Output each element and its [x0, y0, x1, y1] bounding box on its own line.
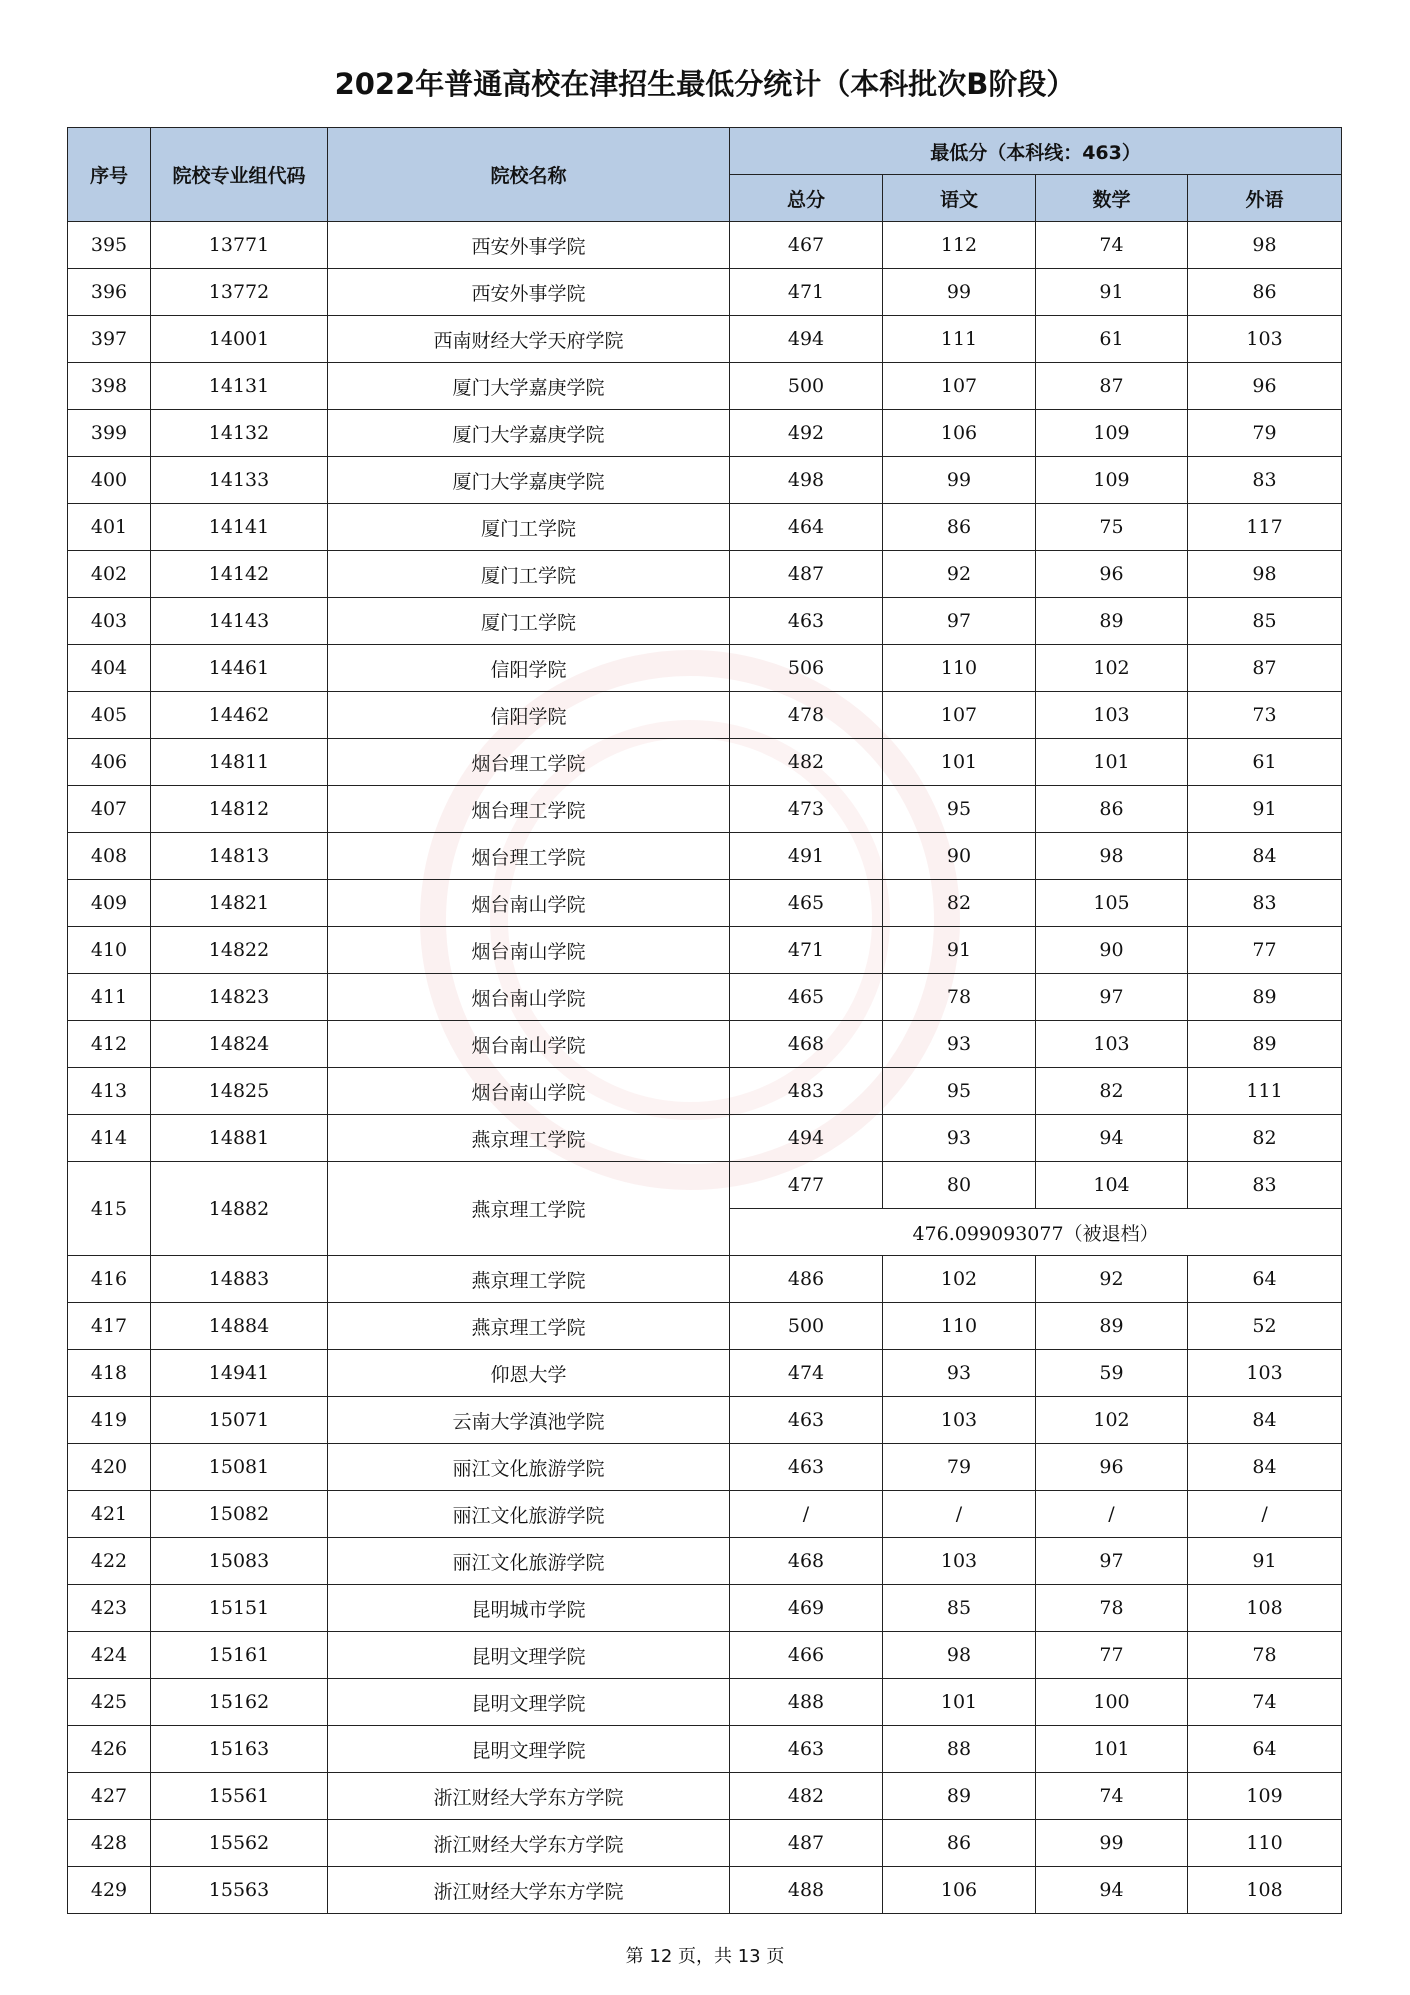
cell-chinese: 88: [883, 1726, 1036, 1773]
cell-seq: 419: [68, 1397, 151, 1444]
cell-code: 14884: [151, 1303, 328, 1350]
cell-foreign: 110: [1188, 1820, 1342, 1867]
cell-total: 492: [730, 410, 883, 457]
table-row: [68, 1867, 1342, 1914]
cell-foreign: 64: [1188, 1726, 1342, 1773]
cell-code: 14881: [151, 1115, 328, 1162]
cell-math: 98: [1036, 833, 1188, 880]
cell-total: /: [730, 1491, 883, 1538]
cell-code: 15563: [151, 1867, 328, 1914]
cell-foreign: 83: [1188, 457, 1342, 504]
cell-foreign: 108: [1188, 1585, 1342, 1632]
table-row: [68, 410, 1342, 457]
cell-foreign: 82: [1188, 1115, 1342, 1162]
cell-total: 494: [730, 1115, 883, 1162]
cell-chinese: 89: [883, 1773, 1036, 1820]
cell-foreign: 77: [1188, 927, 1342, 974]
cell-name: 燕京理工学院: [328, 1303, 730, 1350]
cell-code: 14131: [151, 363, 328, 410]
cell-total: 463: [730, 1444, 883, 1491]
cell-seq: 422: [68, 1538, 151, 1585]
cell-code: 14825: [151, 1068, 328, 1115]
table-row: [68, 1773, 1342, 1820]
cell-foreign: 86: [1188, 269, 1342, 316]
cell-chinese: 106: [883, 1867, 1036, 1914]
cell-math: 74: [1036, 222, 1188, 269]
cell-code: 15083: [151, 1538, 328, 1585]
header-code: 院校专业组代码: [151, 128, 328, 222]
header-chinese: 语文: [883, 175, 1036, 222]
cell-foreign: 83: [1188, 1162, 1342, 1209]
cell-seq: 421: [68, 1491, 151, 1538]
cell-total: 487: [730, 1820, 883, 1867]
cell-name: 浙江财经大学东方学院: [328, 1773, 730, 1820]
cell-seq: 420: [68, 1444, 151, 1491]
cell-code: 14824: [151, 1021, 328, 1068]
cell-code: 14882: [151, 1162, 328, 1256]
cell-math: 102: [1036, 1397, 1188, 1444]
cell-note: 476.099093077（被退档）: [730, 1209, 1342, 1256]
cell-name: 仰恩大学: [328, 1350, 730, 1397]
cell-foreign: 79: [1188, 410, 1342, 457]
cell-math: 94: [1036, 1867, 1188, 1914]
cell-name: 厦门工学院: [328, 551, 730, 598]
cell-math: 109: [1036, 457, 1188, 504]
cell-chinese: 92: [883, 551, 1036, 598]
cell-total: 498: [730, 457, 883, 504]
cell-math: 101: [1036, 1726, 1188, 1773]
cell-total: 487: [730, 551, 883, 598]
cell-math: 89: [1036, 1303, 1188, 1350]
cell-total: 463: [730, 1726, 883, 1773]
cell-math: 90: [1036, 927, 1188, 974]
header-name: 院校名称: [328, 128, 730, 222]
cell-total: 500: [730, 1303, 883, 1350]
cell-code: 13771: [151, 222, 328, 269]
cell-math: 89: [1036, 598, 1188, 645]
cell-total: 494: [730, 316, 883, 363]
cell-code: 15151: [151, 1585, 328, 1632]
cell-seq: 414: [68, 1115, 151, 1162]
table-row: [68, 974, 1342, 1021]
cell-name: 烟台南山学院: [328, 927, 730, 974]
cell-code: 15071: [151, 1397, 328, 1444]
cell-total: 473: [730, 786, 883, 833]
cell-seq: 428: [68, 1820, 151, 1867]
cell-total: 506: [730, 645, 883, 692]
table-row: [68, 269, 1342, 316]
cell-chinese: 102: [883, 1256, 1036, 1303]
cell-total: 488: [730, 1679, 883, 1726]
cell-foreign: 52: [1188, 1303, 1342, 1350]
table-row: [68, 1491, 1342, 1538]
page-title: 2022年普通高校在津招生最低分统计（本科批次B阶段）: [334, 67, 1076, 101]
cell-math: 97: [1036, 974, 1188, 1021]
cell-name: 浙江财经大学东方学院: [328, 1867, 730, 1914]
cell-chinese: 95: [883, 1068, 1036, 1115]
cell-code: 14811: [151, 739, 328, 786]
cell-chinese: 106: [883, 410, 1036, 457]
cell-foreign: 96: [1188, 363, 1342, 410]
table-row: [68, 927, 1342, 974]
cell-seq: 415: [68, 1162, 151, 1256]
cell-chinese: 112: [883, 222, 1036, 269]
cell-math: 78: [1036, 1585, 1188, 1632]
cell-math: 75: [1036, 504, 1188, 551]
cell-foreign: 108: [1188, 1867, 1342, 1914]
cell-name: 浙江财经大学东方学院: [328, 1820, 730, 1867]
cell-name: 云南大学滇池学院: [328, 1397, 730, 1444]
cell-code: 14941: [151, 1350, 328, 1397]
cell-name: 燕京理工学院: [328, 1115, 730, 1162]
cell-total: 465: [730, 974, 883, 1021]
cell-total: 482: [730, 739, 883, 786]
cell-code: 15161: [151, 1632, 328, 1679]
cell-seq: 426: [68, 1726, 151, 1773]
cell-math: 103: [1036, 1021, 1188, 1068]
cell-math: 101: [1036, 739, 1188, 786]
table-row: [68, 551, 1342, 598]
cell-math: 109: [1036, 410, 1188, 457]
table-row: [68, 363, 1342, 410]
cell-math: 86: [1036, 786, 1188, 833]
table-row: [68, 1068, 1342, 1115]
cell-chinese: 86: [883, 1820, 1036, 1867]
cell-math: 104: [1036, 1162, 1188, 1209]
cell-seq: 404: [68, 645, 151, 692]
cell-name: 烟台南山学院: [328, 1021, 730, 1068]
cell-foreign: 91: [1188, 1538, 1342, 1585]
header-min-score: 最低分（本科线：463）: [730, 128, 1342, 175]
cell-total: 482: [730, 1773, 883, 1820]
cell-seq: 396: [68, 269, 151, 316]
cell-seq: 405: [68, 692, 151, 739]
cell-chinese: 99: [883, 269, 1036, 316]
cell-foreign: 98: [1188, 222, 1342, 269]
cell-code: 14133: [151, 457, 328, 504]
cell-code: 14822: [151, 927, 328, 974]
table-row: [68, 316, 1342, 363]
cell-code: 14821: [151, 880, 328, 927]
cell-name: 燕京理工学院: [328, 1162, 730, 1256]
cell-math: 105: [1036, 880, 1188, 927]
cell-name: 信阳学院: [328, 692, 730, 739]
cell-seq: 413: [68, 1068, 151, 1115]
cell-total: 488: [730, 1867, 883, 1914]
cell-foreign: 103: [1188, 1350, 1342, 1397]
cell-name: 昆明文理学院: [328, 1632, 730, 1679]
cell-chinese: 101: [883, 739, 1036, 786]
cell-total: 477: [730, 1162, 883, 1209]
cell-chinese: 93: [883, 1115, 1036, 1162]
cell-name: 燕京理工学院: [328, 1256, 730, 1303]
cell-chinese: 79: [883, 1444, 1036, 1491]
cell-chinese: 91: [883, 927, 1036, 974]
cell-code: 13772: [151, 269, 328, 316]
header-total: 总分: [730, 175, 883, 222]
cell-foreign: 87: [1188, 645, 1342, 692]
cell-name: 昆明城市学院: [328, 1585, 730, 1632]
cell-foreign: 89: [1188, 974, 1342, 1021]
cell-total: 486: [730, 1256, 883, 1303]
cell-code: 14461: [151, 645, 328, 692]
cell-name: 厦门大学嘉庚学院: [328, 457, 730, 504]
cell-math: 87: [1036, 363, 1188, 410]
cell-chinese: 98: [883, 1632, 1036, 1679]
table-row: [68, 504, 1342, 551]
cell-total: 471: [730, 269, 883, 316]
cell-foreign: 83: [1188, 880, 1342, 927]
cell-code: 14001: [151, 316, 328, 363]
cell-foreign: 89: [1188, 1021, 1342, 1068]
cell-seq: 424: [68, 1632, 151, 1679]
cell-foreign: 84: [1188, 1444, 1342, 1491]
cell-chinese: 97: [883, 598, 1036, 645]
cell-name: 昆明文理学院: [328, 1726, 730, 1773]
cell-code: 14141: [151, 504, 328, 551]
cell-math: 77: [1036, 1632, 1188, 1679]
cell-total: 478: [730, 692, 883, 739]
cell-code: 14812: [151, 786, 328, 833]
table-row: [68, 1397, 1342, 1444]
cell-seq: 408: [68, 833, 151, 880]
cell-name: 烟台理工学院: [328, 786, 730, 833]
cell-name: 厦门大学嘉庚学院: [328, 363, 730, 410]
cell-seq: 397: [68, 316, 151, 363]
cell-code: 15082: [151, 1491, 328, 1538]
cell-math: 74: [1036, 1773, 1188, 1820]
cell-code: 14132: [151, 410, 328, 457]
cell-seq: 417: [68, 1303, 151, 1350]
cell-foreign: 64: [1188, 1256, 1342, 1303]
table-row: [68, 1585, 1342, 1632]
cell-name: 厦门工学院: [328, 504, 730, 551]
table-row: [68, 1538, 1342, 1585]
cell-chinese: 85: [883, 1585, 1036, 1632]
cell-total: 463: [730, 598, 883, 645]
table-row: [68, 1350, 1342, 1397]
cell-chinese: 80: [883, 1162, 1036, 1209]
cell-name: 烟台南山学院: [328, 974, 730, 1021]
cell-code: 14823: [151, 974, 328, 1021]
table-row: [68, 645, 1342, 692]
cell-code: 15561: [151, 1773, 328, 1820]
cell-name: 西安外事学院: [328, 222, 730, 269]
cell-seq: 429: [68, 1867, 151, 1914]
cell-code: 14142: [151, 551, 328, 598]
cell-code: 14143: [151, 598, 328, 645]
table-row: [68, 1115, 1342, 1162]
cell-chinese: 103: [883, 1538, 1036, 1585]
cell-math: 102: [1036, 645, 1188, 692]
table-row: [68, 222, 1342, 269]
cell-chinese: 99: [883, 457, 1036, 504]
cell-total: 471: [730, 927, 883, 974]
cell-chinese: 95: [883, 786, 1036, 833]
cell-chinese: /: [883, 1491, 1036, 1538]
cell-chinese: 86: [883, 504, 1036, 551]
table-row: [68, 880, 1342, 927]
table-row: [68, 1162, 1342, 1209]
cell-foreign: 74: [1188, 1679, 1342, 1726]
cell-foreign: 98: [1188, 551, 1342, 598]
cell-seq: 403: [68, 598, 151, 645]
cell-math: 103: [1036, 692, 1188, 739]
cell-name: 丽江文化旅游学院: [328, 1491, 730, 1538]
cell-foreign: 91: [1188, 786, 1342, 833]
cell-total: 468: [730, 1538, 883, 1585]
cell-foreign: 61: [1188, 739, 1342, 786]
cell-chinese: 90: [883, 833, 1036, 880]
cell-total: 466: [730, 1632, 883, 1679]
table-row: [68, 1444, 1342, 1491]
cell-foreign: 84: [1188, 833, 1342, 880]
cell-seq: 402: [68, 551, 151, 598]
cell-math: 92: [1036, 1256, 1188, 1303]
cell-total: 464: [730, 504, 883, 551]
cell-math: 61: [1036, 316, 1188, 363]
cell-foreign: 111: [1188, 1068, 1342, 1115]
cell-name: 丽江文化旅游学院: [328, 1538, 730, 1585]
cell-seq: 400: [68, 457, 151, 504]
cell-math: 99: [1036, 1820, 1188, 1867]
cell-seq: 407: [68, 786, 151, 833]
cell-chinese: 101: [883, 1679, 1036, 1726]
cell-foreign: 117: [1188, 504, 1342, 551]
table-row: [68, 1256, 1342, 1303]
table-row: [68, 1021, 1342, 1068]
cell-chinese: 110: [883, 1303, 1036, 1350]
table-row: [68, 739, 1342, 786]
header-foreign: 外语: [1188, 175, 1342, 222]
cell-total: 469: [730, 1585, 883, 1632]
cell-name: 烟台理工学院: [328, 739, 730, 786]
cell-total: 465: [730, 880, 883, 927]
cell-foreign: /: [1188, 1491, 1342, 1538]
cell-total: 483: [730, 1068, 883, 1115]
cell-code: 15162: [151, 1679, 328, 1726]
cell-total: 463: [730, 1397, 883, 1444]
table-body: [68, 222, 1342, 1914]
cell-code: 15081: [151, 1444, 328, 1491]
cell-seq: 418: [68, 1350, 151, 1397]
cell-foreign: 73: [1188, 692, 1342, 739]
cell-seq: 406: [68, 739, 151, 786]
cell-math: 96: [1036, 1444, 1188, 1491]
cell-name: 西安外事学院: [328, 269, 730, 316]
cell-seq: 416: [68, 1256, 151, 1303]
score-table: [67, 127, 1342, 1914]
cell-seq: 410: [68, 927, 151, 974]
cell-chinese: 107: [883, 363, 1036, 410]
table-row: [68, 692, 1342, 739]
cell-name: 昆明文理学院: [328, 1679, 730, 1726]
cell-seq: 425: [68, 1679, 151, 1726]
cell-math: 96: [1036, 551, 1188, 598]
cell-seq: 399: [68, 410, 151, 457]
cell-foreign: 103: [1188, 316, 1342, 363]
cell-seq: 398: [68, 363, 151, 410]
table-row: [68, 833, 1342, 880]
table-row: [68, 1820, 1342, 1867]
cell-chinese: 93: [883, 1021, 1036, 1068]
cell-chinese: 107: [883, 692, 1036, 739]
cell-seq: 409: [68, 880, 151, 927]
cell-foreign: 85: [1188, 598, 1342, 645]
cell-chinese: 93: [883, 1350, 1036, 1397]
cell-code: 14813: [151, 833, 328, 880]
cell-seq: 401: [68, 504, 151, 551]
cell-foreign: 84: [1188, 1397, 1342, 1444]
cell-chinese: 78: [883, 974, 1036, 1021]
cell-chinese: 110: [883, 645, 1036, 692]
cell-name: 烟台理工学院: [328, 833, 730, 880]
cell-math: 59: [1036, 1350, 1188, 1397]
cell-math: 100: [1036, 1679, 1188, 1726]
cell-name: 厦门工学院: [328, 598, 730, 645]
cell-name: 西南财经大学天府学院: [328, 316, 730, 363]
cell-math: 91: [1036, 269, 1188, 316]
table-row: [68, 457, 1342, 504]
cell-math: 94: [1036, 1115, 1188, 1162]
table-row: [68, 598, 1342, 645]
cell-code: 15562: [151, 1820, 328, 1867]
cell-name: 信阳学院: [328, 645, 730, 692]
table-row: [68, 1679, 1342, 1726]
cell-math: 97: [1036, 1538, 1188, 1585]
cell-seq: 395: [68, 222, 151, 269]
cell-name: 厦门大学嘉庚学院: [328, 410, 730, 457]
header-seq: 序号: [68, 128, 151, 222]
cell-total: 468: [730, 1021, 883, 1068]
cell-total: 500: [730, 363, 883, 410]
cell-chinese: 82: [883, 880, 1036, 927]
table-row: [68, 1726, 1342, 1773]
cell-code: 14462: [151, 692, 328, 739]
cell-total: 474: [730, 1350, 883, 1397]
cell-math: /: [1036, 1491, 1188, 1538]
page-footer: 第 12 页，共 13 页: [625, 1946, 785, 1967]
cell-math: 82: [1036, 1068, 1188, 1115]
cell-seq: 427: [68, 1773, 151, 1820]
cell-seq: 411: [68, 974, 151, 1021]
cell-code: 15163: [151, 1726, 328, 1773]
cell-name: 烟台南山学院: [328, 1068, 730, 1115]
cell-chinese: 111: [883, 316, 1036, 363]
header-math: 数学: [1036, 175, 1188, 222]
table-row: [68, 786, 1342, 833]
table-row: [68, 1303, 1342, 1350]
cell-code: 14883: [151, 1256, 328, 1303]
cell-total: 491: [730, 833, 883, 880]
cell-seq: 412: [68, 1021, 151, 1068]
cell-name: 丽江文化旅游学院: [328, 1444, 730, 1491]
cell-name: 烟台南山学院: [328, 880, 730, 927]
cell-total: 467: [730, 222, 883, 269]
cell-foreign: 109: [1188, 1773, 1342, 1820]
cell-chinese: 103: [883, 1397, 1036, 1444]
cell-foreign: 78: [1188, 1632, 1342, 1679]
cell-seq: 423: [68, 1585, 151, 1632]
table-row: [68, 1632, 1342, 1679]
